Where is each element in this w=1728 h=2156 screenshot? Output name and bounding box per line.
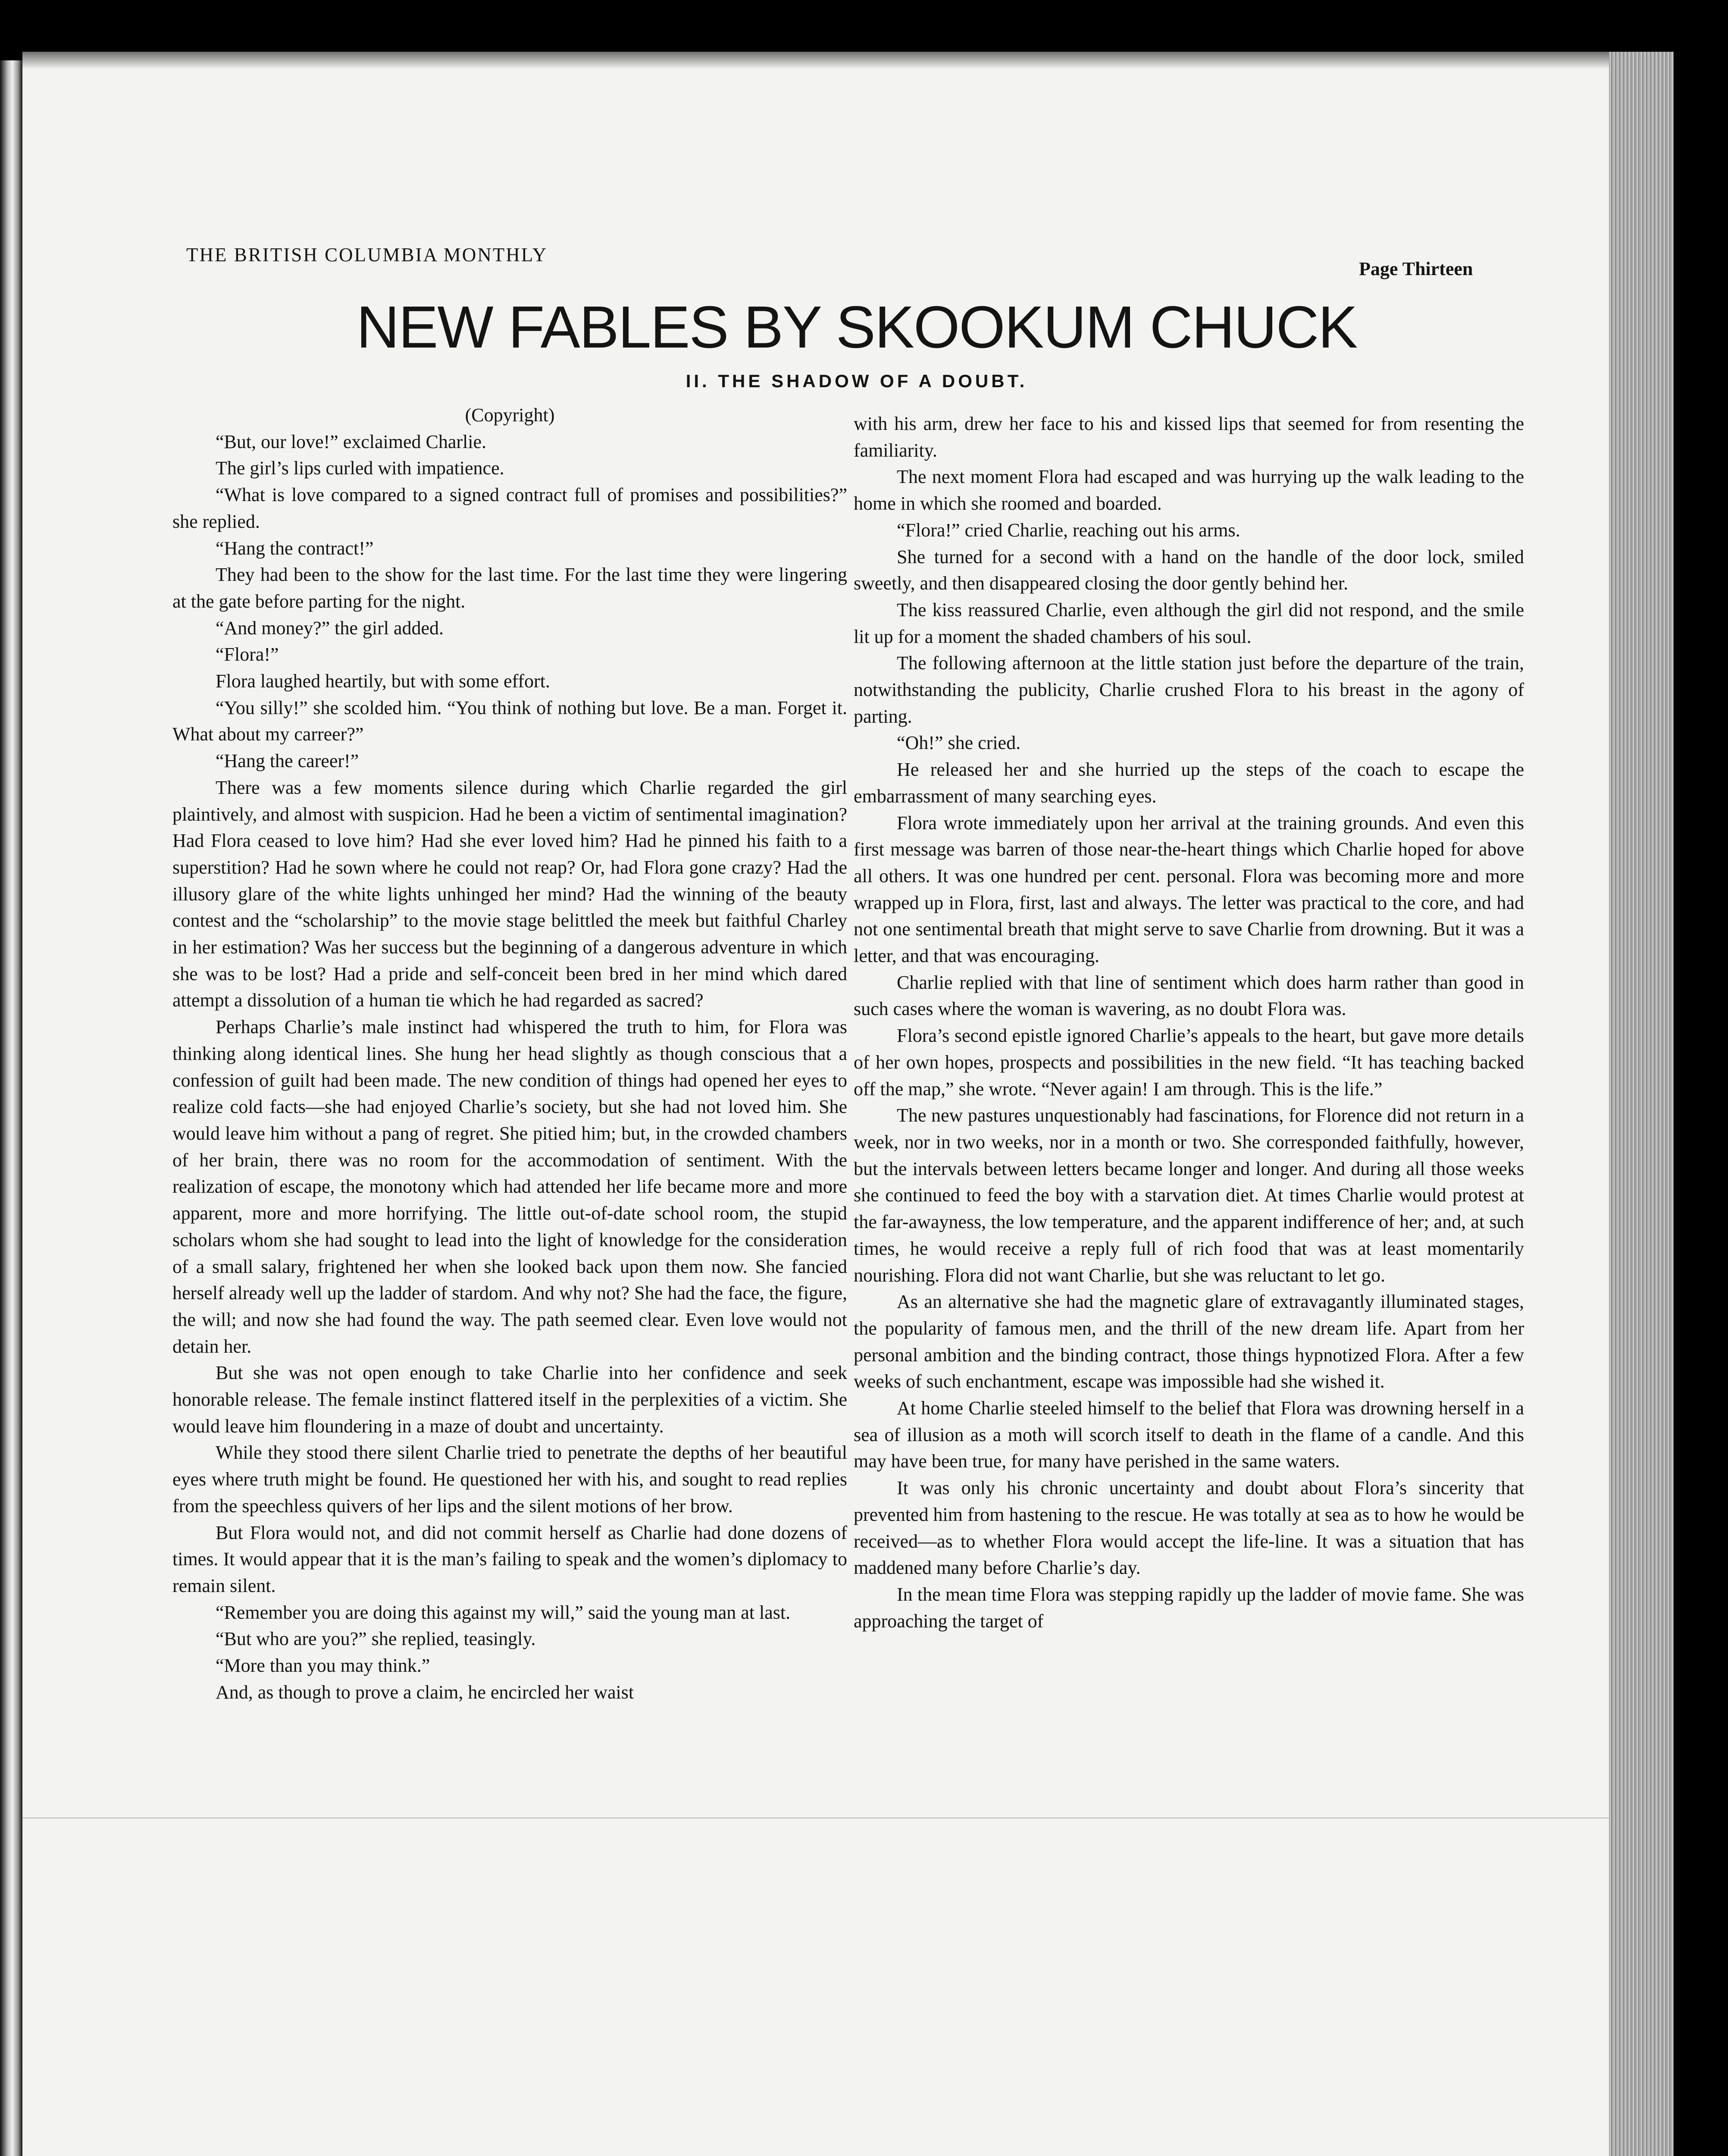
paragraph: But she was not open enough to take Charlie into her confidence and seek honorable release. The female instinct flattered itself in the perplexities of a victim. She would leave him floundering in a maze of doubt and uncertainty.	[172, 1362, 847, 1437]
paragraph-continued: with his arm, drew her face to his and kissed lips that seemed for from resenting the familiarity.	[854, 413, 1524, 461]
paragraph: In the mean time Flora was stepping rapidly up the ladder of movie fame. She was approaching the target of	[854, 1583, 1524, 1632]
article-title: NEW FABLES BY SKOOKUM CHUCK	[356, 294, 1357, 360]
paragraph: Perhaps Charlie’s male instinct had whispered the truth to him, for Flora was thinking along identical lines. She hung her head slightly as though conscious that a confession of guilt had been made. The new condition of things had opened her eyes to realize cold facts—she had enjoyed Charlie’s society, but she had not loved him. She would leave him without a pang of regret. She pitied him; but, in the crowded chambers of her brain, there was no room for the accommodation of sentiment. With the realization of escape, the monotony which had attended her life became more and more apparent, more and more horrifying. The little out-of-date school room, the stupid scholars whom she had sought to lead into the light of knowledge for the consideration of a small salary, frightened her when she looked back upon them now. She fancied herself already well up the ladder of stardom. And why not? She had the face, the figure, the will; and now she had found the way. The path seemed clear. Even love would not detain her.	[172, 1016, 847, 1357]
paragraph: The next moment Flora had escaped and was hurrying up the walk leading to the home in which she roomed and boarded.	[854, 466, 1524, 514]
paragraph: It was only his chronic uncertainty and doubt about Flora’s sincerity that prevented him from hastening to the rescue. He was totally at sea as to how he would be received—as to whether Flora would accept the life-line. It was a situation that has maddened many before Charlie’s day.	[854, 1477, 1524, 1579]
paragraph: The following afternoon at the little station just before the departure of the train, notwithstanding the publicity, Charlie crushed Flora to his breast in the agony of parting.	[854, 652, 1524, 727]
paragraph: “Oh!” she cried.	[897, 732, 1021, 754]
paragraph: She turned for a second with a hand on the handle of the door lock, smiled sweetly, and then disappeared closing the door gently behind her.	[854, 546, 1524, 594]
paragraph: They had been to the show for the last time. For the last time they were lingering at the gate before parting for the night.	[172, 564, 847, 612]
film-frame-edge	[0, 60, 22, 2156]
left-column	[172, 402, 847, 1705]
paragraph: At home Charlie steeled himself to the belief that Flora was drowning herself in a sea of illusion as a moth will scorch itself to death in the flame of a candle. And this may have been true, for many have perished in the same waters.	[854, 1398, 1524, 1472]
paragraph: “But who are you?” she replied, teasingly.	[216, 1628, 536, 1650]
magazine-page	[22, 52, 1674, 2156]
paragraph: There was a few moments silence during which Charlie regarded the girl plaintively, and almost with suspicion. Had he been a victim of sentimental imagination? Had Flora ceased to love him? Had she ever loved him? Had he pinned his faith to a superstition? Had he sown where he could not reap? Or, had Flora gone crazy? Had the illusory glare of the white lights unhinged her mind? Had the winning of the beauty contest and the “scholarship” to the movie stage belittled the meek but faithful Charley in her estimation? Was her success but the beginning of a dangerous adventure in which she was to be lost? Had a pride and self-conceit been bred in her mind which dared attempt a dissolution of a human tie which he had regarded as sacred?	[172, 777, 847, 1011]
paragraph: The kiss reassured Charlie, even although the girl did not respond, and the smile lit up for a moment the shaded chambers of his soul.	[854, 599, 1524, 647]
paragraph: “Remember you are doing this against my will,” said the young man at last.	[216, 1601, 791, 1623]
page-number: Page Thirteen	[1359, 258, 1473, 279]
page-content	[22, 52, 1674, 2156]
paragraph: Flora wrote immediately upon her arrival at the training grounds. And even this first message was barren of those near-the-heart things which Charlie hoped for above all others. It was one hundred per cent. personal. Flora was becoming more and more wrapped up in Flora, first, last and always. The letter was practical to the core, and had not one sentimental breath that might serve to save Charlie from drowning. But it was a letter, and that was encouraging.	[854, 812, 1524, 967]
paragraph: “Hang the contract!”	[216, 537, 374, 559]
paragraph: “Flora!”	[216, 644, 279, 665]
paragraph: He released her and she hurried up the steps of the coach to escape the embarrassment of many searching eyes.	[854, 759, 1524, 807]
copyright-note: (Copyright)	[465, 404, 555, 426]
paragraph: “Hang the career!”	[216, 750, 359, 772]
right-column	[854, 411, 1524, 1634]
paragraph: While they stood there silent Charlie tried to penetrate the depths of her beautiful eyes where truth might be found. He questioned her with his, and sought to read replies from the speechless quivers of her lips and the silent motions of her brow.	[172, 1442, 847, 1517]
paragraph: “Flora!” cried Charlie, reaching out his arms.	[897, 519, 1240, 541]
paragraph: Charlie replied with that line of sentiment which does harm rather than good in such cases where the woman is wavering, as no doubt Flora was.	[854, 971, 1524, 1020]
paragraph: The new pastures unquestionably had fascinations, for Florence did not return in a week, nor in two weeks, nor in a month or two. She corresponded faithfully, however, but the intervals between letters became longer and longer. And during all those weeks she continued to feed the boy with a starvation diet. At times Charlie would protest at the far-awayness, the low temperature, and the apparent indifference of her; and, at such times, he would receive a reply full of rich food that was at least momentarily nourishing. Flora did not want Charlie, but she was reluctant to let go.	[854, 1105, 1524, 1286]
paragraph: “More than you may think.”	[216, 1655, 430, 1677]
paragraph: And, as though to prove a claim, he encircled her waist	[216, 1681, 634, 1703]
paragraph: “But, our love!” exclaimed Charlie.	[216, 431, 486, 452]
paragraph: As an alternative she had the magnetic glare of extravagantly illuminated stages, the popularity of famous men, and the thrill of the new dream life. Apart from her personal ambition and the binding contract, those things hypnotized Flora. After a few weeks of such enchantment, escape was impossible had she wished it.	[854, 1291, 1524, 1392]
paragraph: “What is love compared to a signed contract full of promises and possibilities?” she replied.	[172, 484, 847, 532]
paragraph: The girl’s lips curled with impatience.	[216, 458, 504, 479]
running-head: THE BRITISH COLUMBIA MONTHLY	[186, 244, 548, 266]
paragraph: “And money?” the girl added.	[216, 617, 444, 639]
article-subtitle: II. THE SHADOW OF A DOUBT.	[686, 371, 1028, 391]
paragraph: Flora laughed heartily, but with some effort.	[216, 671, 550, 692]
paragraph: Flora’s second epistle ignored Charlie’s appeals to the heart, but gave more details of her own hopes, prospects and possibilities in the new field. “It has teaching backed off the map,” she wrote. “Never again! I am through. This is the life.”	[854, 1025, 1524, 1100]
paragraph: “You silly!” she scolded him. “You think of nothing but love. Be a man. Forget it. What about my carreer?”	[172, 697, 847, 745]
paragraph: But Flora would not, and did not commit herself as Charlie had done dozens of times. It would appear that it is the man’s failing to speak and the women’s diplomacy to remain silent.	[172, 1522, 847, 1596]
